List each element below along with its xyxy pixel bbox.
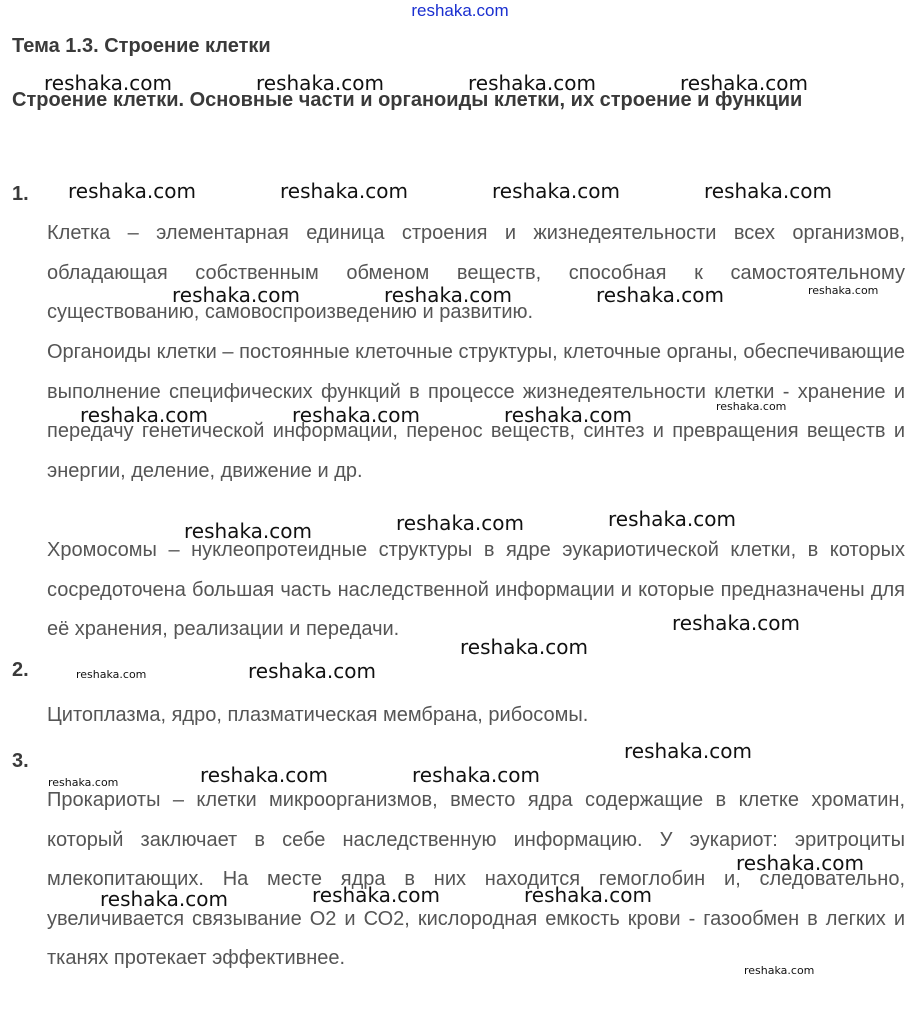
watermark: reshaka.com [624,739,752,763]
section-subtitle: Строение клетки. Основные части и органоиды клетки, их строение и функции [12,89,803,111]
watermark: reshaka.com [524,883,652,907]
watermark: reshaka.com [172,283,300,307]
watermark: reshaka.com [48,776,119,789]
question-number-2: 2. [12,659,29,681]
question-number-1: 1. [12,183,29,205]
watermark: reshaka.com [280,179,408,203]
watermark: reshaka.com [808,284,879,297]
watermark: reshaka.com [312,883,440,907]
watermark: reshaka.com [608,507,736,531]
answer-1-paragraph-1: Клетка – элементарная единица строения и жизнедеятельности всех организмов, обладающая собственным обменом веществ, способная к самостоятельному существованию, самовоспроизведению и развитию. [47,222,905,323]
watermark: reshaka.com [292,403,420,427]
answer-3-paragraph-1: Прокариоты – клетки микроорганизмов, вместо ядра содержащие в клетке хроматин, который заключает в себе наследственную информацию. У эукариот: эритроциты млекопитающих. На месте ядра в них находится гемоглобин и, следовательно, увеличивается связывание О2 и СО2, кислородная емкость крови - газообмен в легких и тканях протекает эффективнее. [47,789,905,969]
watermark: reshaka.com [704,179,832,203]
answer-2-paragraph-1: Цитоплазма, ядро, плазматическая мембрана, рибосомы. [47,704,589,726]
watermark: reshaka.com [200,763,328,787]
answer-1-paragraph-2: Органоиды клетки – постоянные клеточные структуры, клеточные органы, обеспечивающие выполнение специфических функций в процессе жизнедеятельности клетки - хранение и передачу генетической информации, перенос веществ, синтез и превращения веществ и энергии, деление, движение и др. [47,341,905,482]
watermark: reshaka.com [680,71,808,95]
watermark: reshaka.com [76,668,147,681]
watermark: reshaka.com [744,964,815,977]
watermark: reshaka.com [384,283,512,307]
watermark: reshaka.com [100,887,228,911]
watermark: reshaka.com [736,851,864,875]
watermark: reshaka.com [256,71,384,95]
watermark: reshaka.com [468,71,596,95]
watermark: reshaka.com [184,519,312,543]
site-header-link[interactable]: reshaka.com [411,1,509,20]
watermark: reshaka.com [68,179,196,203]
watermark: reshaka.com [80,403,208,427]
watermark: reshaka.com [492,179,620,203]
watermark: reshaka.com [716,400,787,413]
question-number-3: 3. [12,750,29,772]
answer-1-paragraph-3: Хромосомы – нуклеопротеидные структуры в ядре эукариотической клетки, в которых сосредоточена большая часть наследственной информации и которые предназначены для её хранения, реализации и передачи. [47,539,905,640]
watermark: reshaka.com [248,659,376,683]
page-title: Тема 1.3. Строение клетки [12,35,271,57]
watermark: reshaka.com [672,611,800,635]
watermark: reshaka.com [396,511,524,535]
watermark: reshaka.com [596,283,724,307]
watermark: reshaka.com [44,71,172,95]
watermark: reshaka.com [504,403,632,427]
watermark: reshaka.com [460,635,588,659]
watermark: reshaka.com [412,763,540,787]
